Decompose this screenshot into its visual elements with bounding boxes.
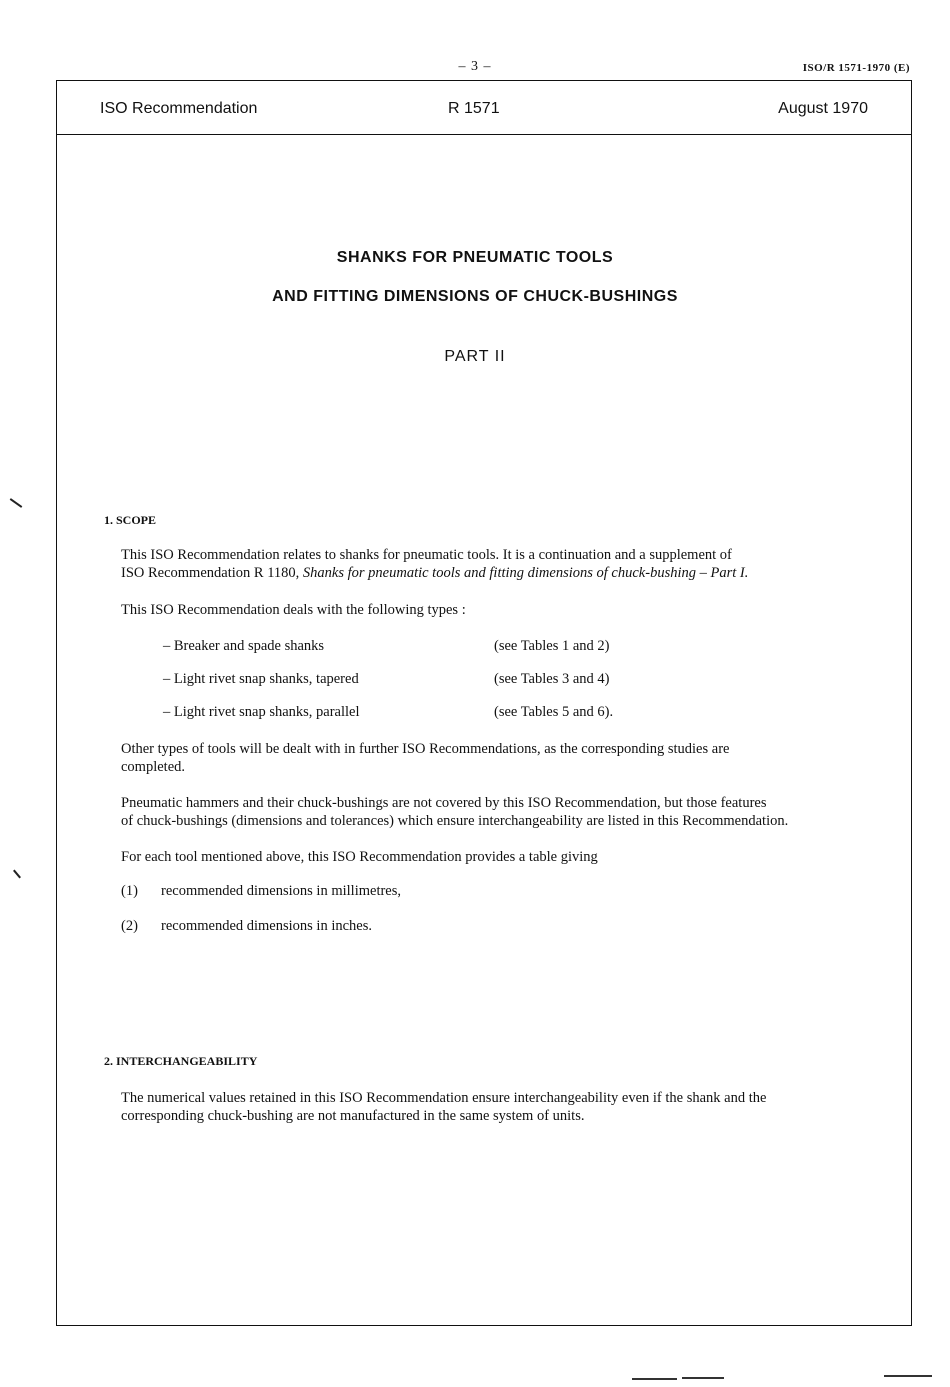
header-left: ISO Recommendation	[100, 100, 258, 117]
header-date: August 1970	[778, 100, 868, 117]
scope-paragraph-3	[121, 740, 881, 776]
scope-paragraph-4	[121, 794, 911, 830]
type-ref-tapered: (see Tables 3 and 4)	[494, 671, 610, 687]
section-heading-interchangeability: 2. INTERCHANGEABILITY	[104, 1054, 258, 1068]
scan-mark	[13, 870, 21, 879]
title-line-1: SHANKS FOR PNEUMATIC TOOLS	[336, 249, 614, 266]
scan-mark	[10, 498, 23, 508]
interchangeability-paragraph	[121, 1089, 881, 1125]
interchangeability-line-1: The numerical values retained in this ISO Recommendation ensure interchangeability even if the shank and the	[121, 1090, 767, 1106]
scope-p4-line-2: of chuck-bushings (dimensions and tolerances) which ensure interchangeability are listed in this Recommendation.	[121, 813, 789, 829]
scope-p3-line-1: Other types of tools will be dealt with in further ISO Recommendations, as the corresponding studies are	[121, 741, 730, 757]
enum-text-2: recommended dimensions in inches.	[161, 918, 373, 934]
section-heading-scope: 1. SCOPE	[104, 513, 157, 527]
enum-text-1: recommended dimensions in millimetres,	[161, 883, 402, 899]
scope-p1-line-1: This ISO Recommendation relates to shanks for pneumatic tools. It is a continuation and a supplement of	[121, 547, 732, 563]
type-item-breaker: – Breaker and spade shanks	[163, 638, 325, 654]
scope-p1-line-2	[121, 564, 881, 582]
scan-scratch	[884, 1375, 932, 1377]
scan-scratch	[632, 1378, 677, 1380]
type-item-tapered: – Light rivet snap shanks, tapered	[163, 671, 359, 687]
scope-paragraph-5: For each tool mentioned above, this ISO Recommendation provides a table giving	[121, 849, 598, 865]
part-label: PART II	[444, 348, 506, 365]
type-item-parallel: – Light rivet snap shanks, parallel	[163, 704, 360, 720]
enum-number-1: (1)	[121, 883, 138, 899]
scope-p1-plain: ISO Recommendation R 1180,	[121, 565, 303, 581]
document-id: ISO/R 1571-1970 (E)	[802, 62, 910, 74]
enum-number-2: (2)	[121, 918, 138, 934]
type-ref-parallel: (see Tables 5 and 6).	[494, 704, 614, 720]
scope-p4-line-1: Pneumatic hammers and their chuck-bushings are not covered by this ISO Recommendation, but those features	[121, 795, 767, 811]
scope-paragraph-2: This ISO Recommendation deals with the following types :	[121, 602, 466, 618]
page-number: – 3 –	[458, 59, 492, 74]
interchangeability-line-2: corresponding chuck-bushing are not manufactured in the same system of units.	[121, 1108, 585, 1124]
title-line-2: AND FITTING DIMENSIONS OF CHUCK-BUSHINGS	[272, 288, 678, 305]
scope-p3-line-2: completed.	[121, 759, 186, 775]
scan-scratch	[682, 1377, 724, 1379]
header-recommendation-number: R 1571	[448, 100, 500, 117]
type-ref-breaker: (see Tables 1 and 2)	[494, 638, 610, 654]
scope-p1-italic-title: Shanks for pneumatic tools and fitting dimensions of chuck-bushing – Part I.	[302, 565, 749, 581]
scope-paragraph-1	[121, 546, 881, 582]
